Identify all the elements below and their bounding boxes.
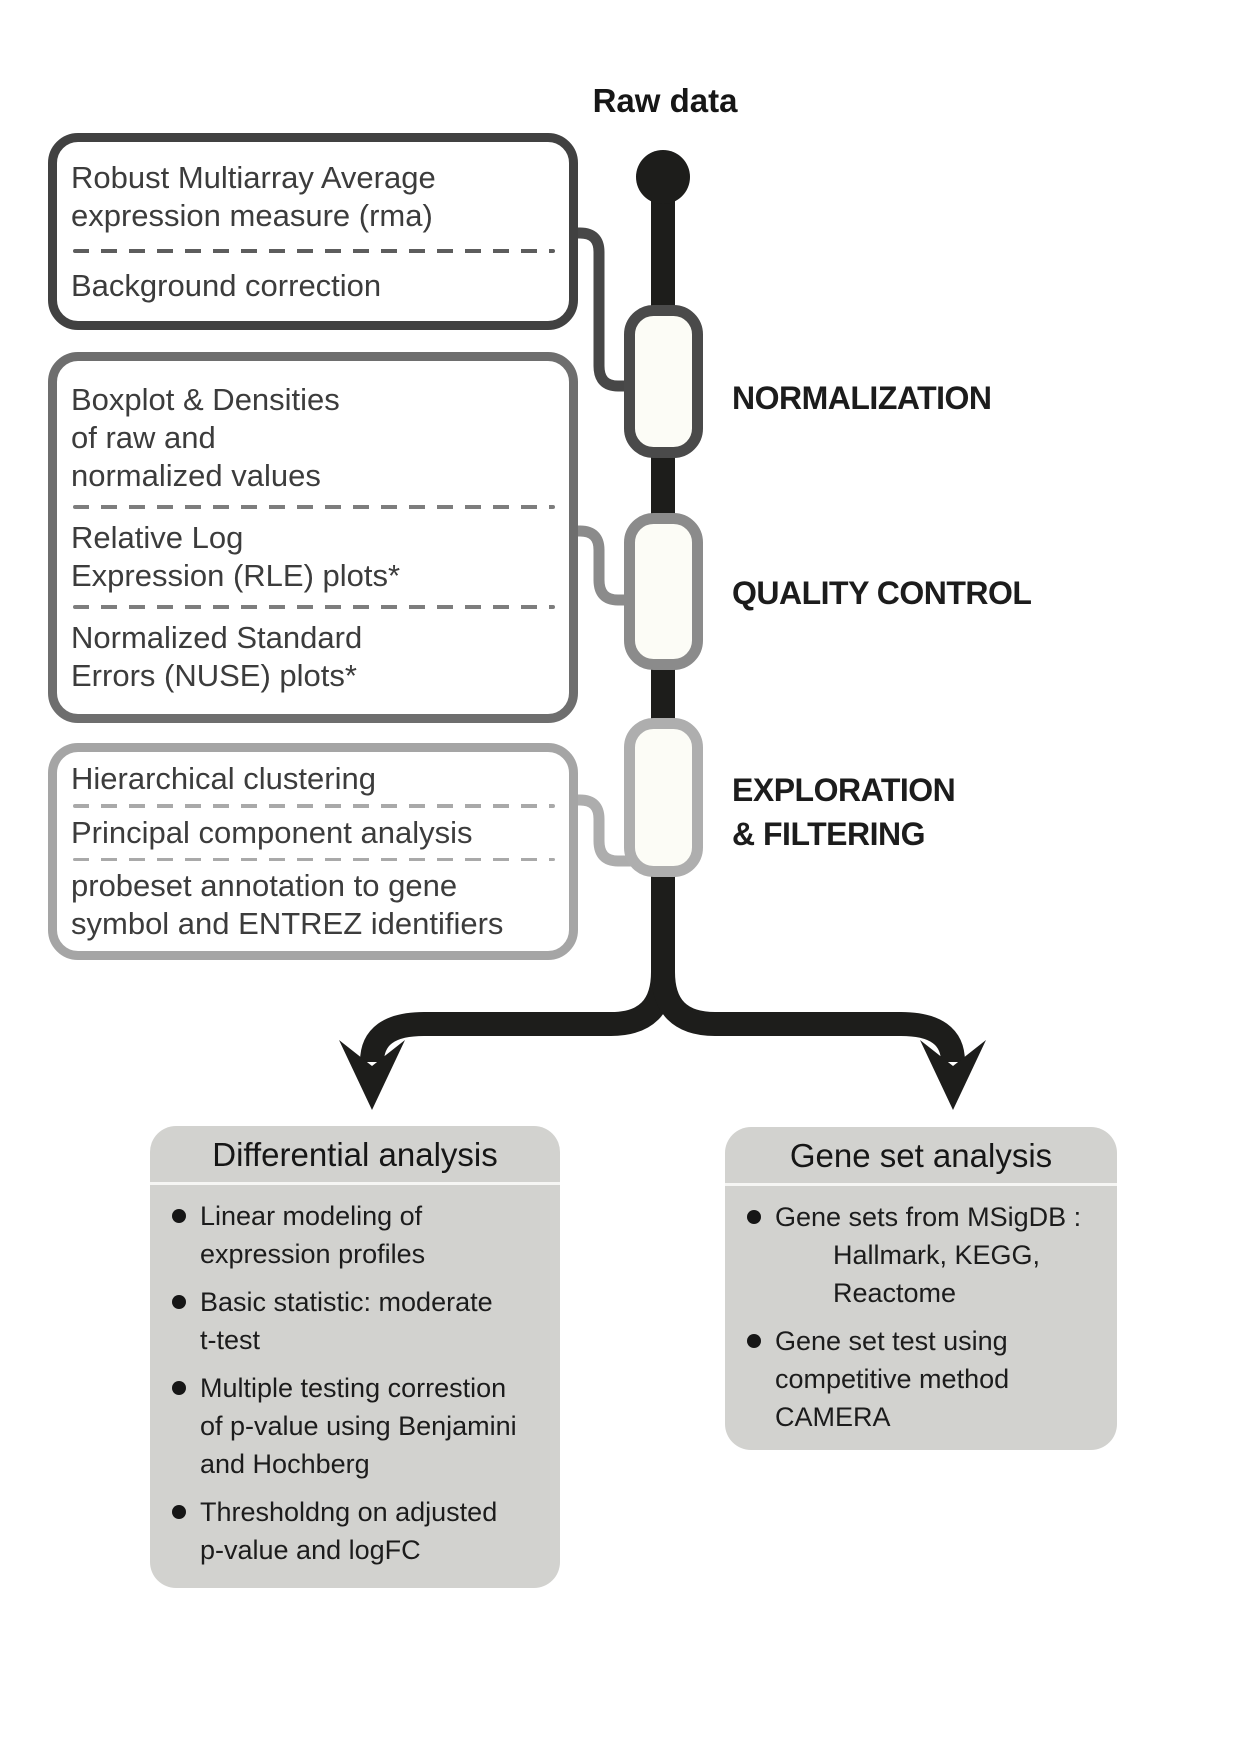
- stage-label-quality-control: [732, 571, 1031, 615]
- branch-left: [372, 948, 663, 1062]
- text-line: CAMERA: [775, 1402, 891, 1432]
- text-line: Normalized Standard: [71, 619, 363, 655]
- text-line: Hallmark, KEGG,: [833, 1240, 1041, 1270]
- method-row: [71, 619, 557, 695]
- methods-box-normalization: [48, 133, 578, 330]
- text-line: Thresholdng on adjusted: [200, 1497, 498, 1527]
- text-line: symbol and ENTREZ identifiers: [71, 906, 504, 941]
- list-item-text: [775, 1322, 1107, 1436]
- text-line: normalized values: [71, 457, 321, 493]
- methods-box-quality-control: [48, 352, 578, 723]
- methods-box-exploration: [48, 743, 578, 960]
- method-row: [71, 867, 557, 943]
- text-line: p-value and logFC: [200, 1535, 421, 1565]
- stage-label-normalization: [732, 376, 992, 420]
- bullet-icon: [172, 1505, 186, 1519]
- gene-set-analysis-title: Gene set analysis: [725, 1127, 1117, 1186]
- bullet-icon: [172, 1209, 186, 1223]
- text-line: Relative Log: [71, 519, 244, 555]
- text-line: t-test: [200, 1325, 261, 1355]
- list-item-text: [775, 1198, 1107, 1312]
- node-normalization: [630, 311, 698, 453]
- text-line: Expression (RLE) plots*: [71, 557, 401, 593]
- text-line: and Hochberg: [200, 1449, 370, 1479]
- dashed-divider: [73, 505, 555, 509]
- list-item-text: [200, 1369, 550, 1483]
- list-item-text: [200, 1283, 550, 1359]
- node-exploration: [630, 724, 698, 872]
- text-line: Background correction: [71, 267, 382, 303]
- method-row: [71, 159, 557, 235]
- text-line: Reactome: [833, 1278, 957, 1308]
- bullet-icon: [172, 1381, 186, 1395]
- raw-data-label: Raw data: [592, 82, 738, 119]
- hook-exploration: [570, 800, 632, 861]
- node-quality-control: [630, 519, 698, 665]
- method-row: [71, 814, 557, 852]
- list-item: [172, 1369, 550, 1483]
- bullet-icon: [747, 1210, 761, 1224]
- text-line: Robust Multiarray Average: [71, 159, 436, 195]
- bullet-icon: [747, 1334, 761, 1348]
- text-line: Gene sets from MSigDB :: [775, 1202, 1082, 1232]
- text-line: Linear modeling of: [200, 1201, 423, 1231]
- text-line: QUALITY CONTROL: [732, 575, 1032, 611]
- dashed-divider: [73, 858, 555, 862]
- list-item: [172, 1283, 550, 1359]
- method-row: [71, 267, 557, 305]
- list-item-text: [200, 1197, 550, 1273]
- list-item: [747, 1198, 1107, 1312]
- text-line: Gene set test using: [775, 1326, 1008, 1356]
- gene-set-analysis-list: [725, 1186, 1117, 1450]
- gene-set-analysis-box: [725, 1127, 1117, 1450]
- bullet-icon: [172, 1295, 186, 1309]
- text-line: Multiple testing correstion: [200, 1373, 507, 1403]
- text-line: Basic statistic: moderate: [200, 1287, 493, 1317]
- text-line: Principal component analysis: [71, 814, 473, 850]
- dashed-divider: [73, 249, 555, 253]
- raw-data-dot: [636, 150, 690, 204]
- differential-analysis-list: [150, 1185, 560, 1588]
- hook-quality-control: [570, 531, 632, 600]
- text-line: Errors (NUSE) plots*: [71, 657, 357, 693]
- method-row: [71, 519, 557, 595]
- list-item: [172, 1197, 550, 1273]
- dashed-divider: [73, 605, 555, 609]
- differential-analysis-box: [150, 1126, 560, 1588]
- method-row: [71, 381, 557, 495]
- text-line: & FILTERING: [732, 816, 925, 852]
- text-line: EXPLORATION: [732, 772, 956, 808]
- text-line: NORMALIZATION: [732, 380, 992, 416]
- text-line: of p-value using Benjamini: [200, 1411, 517, 1441]
- method-row: [71, 760, 557, 798]
- list-item-text: [200, 1493, 550, 1569]
- list-item: [747, 1322, 1107, 1436]
- text-line: probeset annotation to gene: [71, 868, 458, 903]
- text-line: expression profiles: [200, 1239, 426, 1269]
- text-line: Boxplot & Densities: [71, 381, 340, 417]
- text-line: Hierarchical clustering: [71, 761, 376, 796]
- dashed-divider: [73, 804, 555, 808]
- stage-label-exploration-filtering: [732, 768, 955, 856]
- text-line: expression measure (rma): [71, 197, 433, 233]
- text-line: competitive method: [775, 1364, 1010, 1394]
- differential-analysis-title: Differential analysis: [150, 1126, 560, 1185]
- branch-right: [663, 948, 953, 1062]
- list-item: [172, 1493, 550, 1569]
- hook-normalization: [570, 233, 632, 386]
- text-line: of raw and: [71, 419, 216, 455]
